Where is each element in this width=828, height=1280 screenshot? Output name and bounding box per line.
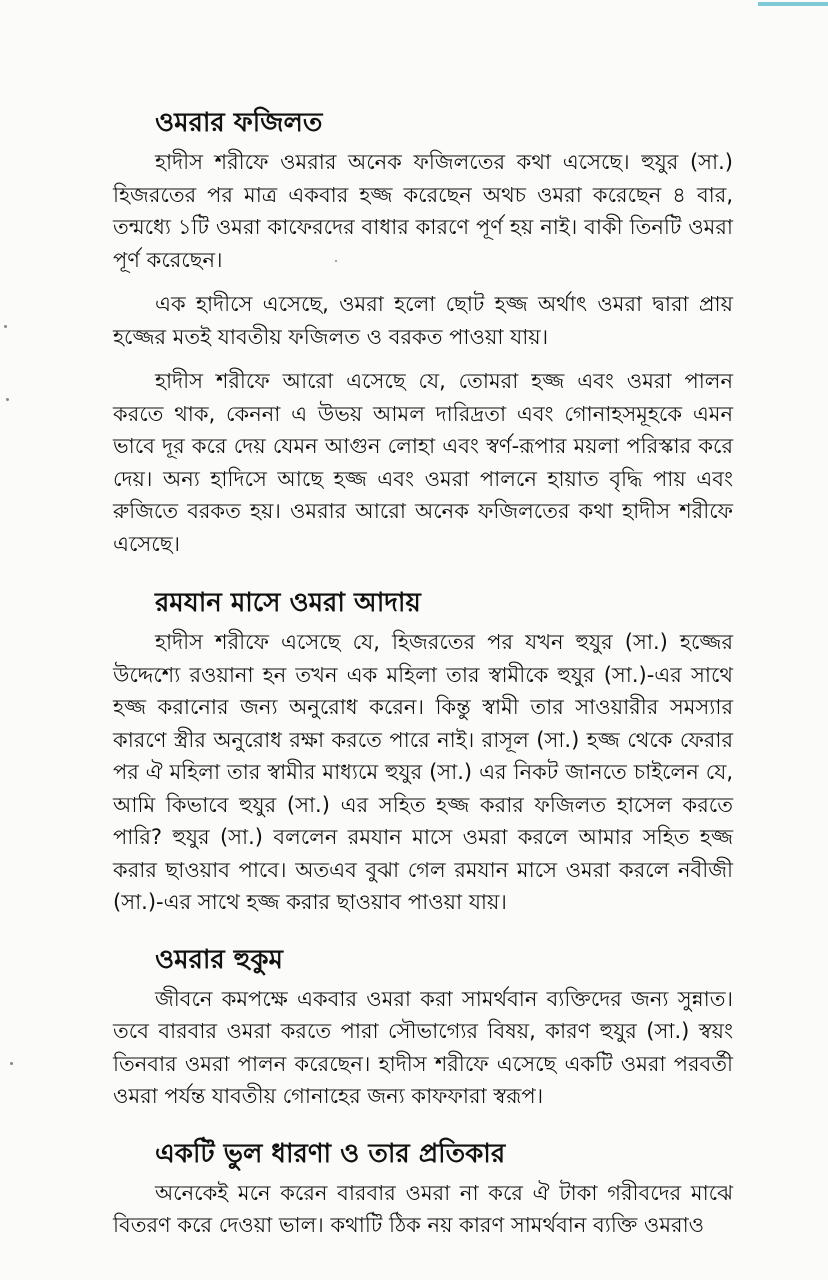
section-umrah-ruling <box>113 941 733 1113</box>
section-heading: রমযান মাসে ওমরা আদায় <box>155 588 421 618</box>
scan-speck <box>6 398 9 401</box>
paragraph: জীবনে কমপক্ষে একবার ওমরা করা সামর্থবান ব্যক্তিদের জন্য সুন্নাত। তবে বারবার ওমরা করতে পারা সৌভাগ্যের বিষয়, কারণ হুযুর (সা.) স্বয়ং তিনবার ওমরা পালন করেছেন। হাদীস শরীফে এসেছে একটি ওমরা পরবর্তী ওমরা পর্যন্ত যাবতীয় গোনাহের জন্য কাফফারা স্বরূপ। <box>113 986 733 1108</box>
page-body <box>113 104 733 1254</box>
section-heading: একটি ভুল ধারণা ও তার প্রতিকার <box>155 1138 506 1169</box>
section-misconception <box>113 1135 733 1242</box>
section-heading: ওমরার হুকুম <box>155 944 283 975</box>
top-edge-mark <box>758 2 828 6</box>
section-umrah-in-ramadan <box>113 584 733 919</box>
paragraph: হাদীস শরীফে এসেছে যে, হিজরতের পর যখন হুযুর (সা.) হজ্জের উদ্দেশ্যে রওয়ানা হন তখন এক মহিলা তার স্বামীকে হুযুর (সা.)-এর সাথে হজ্জ করানোর জন্য অনুরোধ করেন। কিন্তু স্বামী তার সাওয়ারীর সমস্যার কারণে স্ত্রীর অনুরোধ রক্ষা করতে পারে নাই। রাসূল (সা.) হজ্জ থেকে ফেরার পর ঐ মহিলা তার স্বামীর মাধ্যমে হুযুর (সা.) এর নিকট জানতে চাইলেন যে, আমি কিভাবে হুযুর (সা.) এর সহিত হজ্জ করার ফজিলত হাসেল করতে পারি? হুযুর (সা.) বললেন রমযান মাসে ওমরা করলে আমার সহিত হজ্জ করার ছাওয়াব পাবে। অতএব বুঝা গেল রমযান মাসে ওমরা করলে নবীজী (সা.)-এর সাথে হজ্জ করার ছাওয়াব পাওয়া যায়। <box>113 630 733 914</box>
scan-speck <box>10 1062 13 1065</box>
paragraph: হাদীস শরীফে আরো এসেছে যে, তোমরা হজ্জ এবং ওমরা পালন করতে থাক, কেননা এ উভয় আমল দারিদ্রতা এবং গোনাহসমূহকে এমন ভাবে দূর করে দেয় যেমন আগুন লোহা এবং স্বর্ণ-রূপার ময়লা পরিস্কার করে দেয়। অন্য হাদিসে আছে হজ্জ এবং ওমরা পালনে হায়াত বৃদ্ধি পায় এবং রুজিতে বরকত হয়। ওমরার আরো অনেক ফজিলতের কথা হাদীস শরীফে এসেছে। <box>113 369 733 556</box>
paragraph: এক হাদীসে এসেছে, ওমরা হলো ছোট হজ্জ অর্থাৎ ওমরা দ্বারা প্রায় হজ্জের মতই যাবতীয় ফজিলত ও বরকত পাওয়া যায়। <box>113 292 733 349</box>
section-heading: ওমরার ফজিলত <box>155 108 323 138</box>
paragraph: অনেকেই মনে করেন বারবার ওমরা না করে ঐ টাকা গরীবদের মাঝে বিতরণ করে দেওয়া ভাল। কথাটি ঠিক নয় কারণ সামর্থবান ব্যক্তি ওমরাও <box>113 1180 733 1237</box>
section-umrah-virtue <box>113 104 733 560</box>
paragraph: হাদীস শরীফে ওমরার অনেক ফজিলতের কথা এসেছে। হুযুর (সা.) হিজরতের পর মাত্র একবার হজ্জ করেছেন অথচ ওমরা করেছেন ৪ বার, তন্মধ্যে ১টি ওমরা কাফেরদের বাধার কারণে পূর্ণ হয় নাই। বাকী তিনটি ওমরা পূর্ণ করেছেন। <box>113 150 733 272</box>
scan-speck <box>4 325 7 328</box>
